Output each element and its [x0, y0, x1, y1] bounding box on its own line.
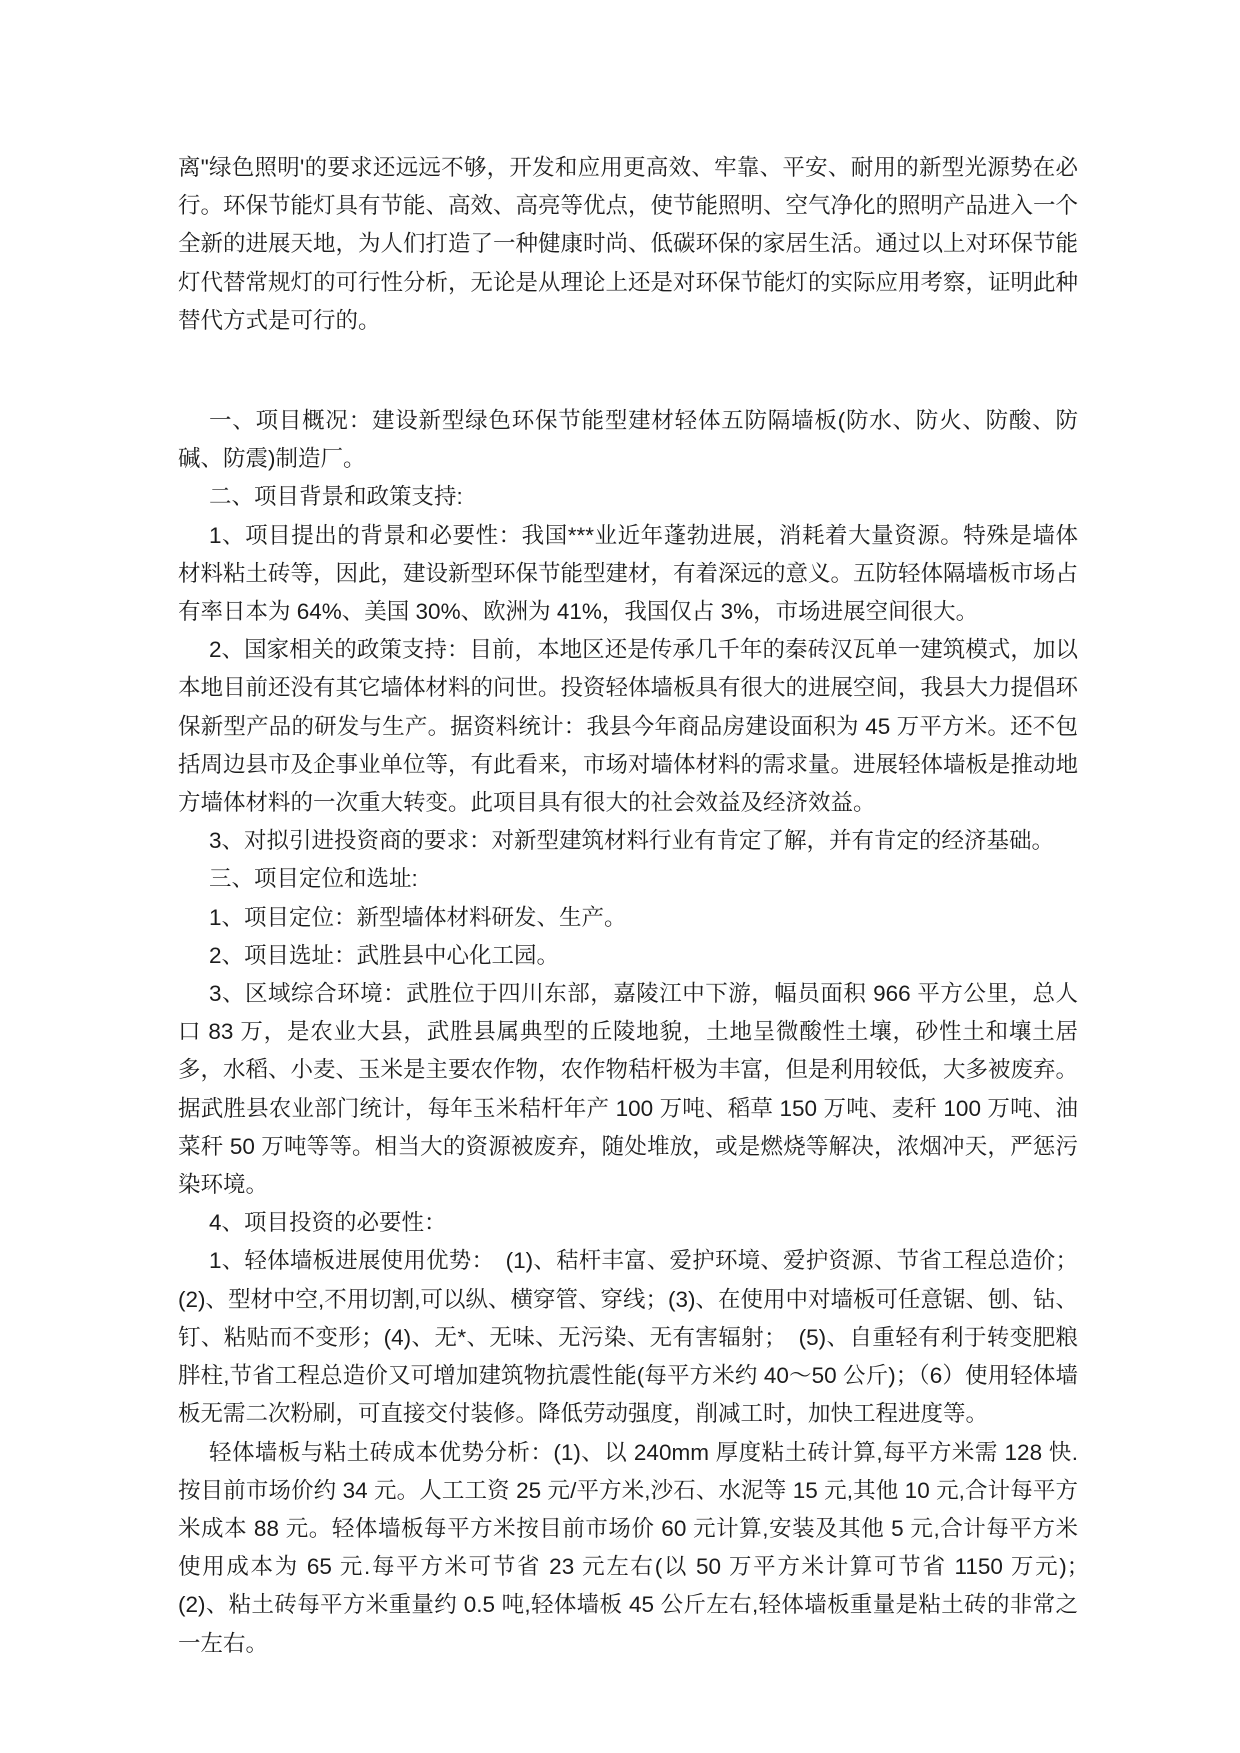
paragraph-break — [178, 340, 1078, 402]
section-2-item-1: 1、项目提出的背景和必要性：我国***业近年蓬勃进展，消耗着大量资源。特殊是墙体材料粘土砖等，因此，建设新型环保节能型建材，有着深远的意义。五防轻体隔墙板市场占有率日本为 64%、美国 30%、欧洲为 41%，我国仅占 3%，市场进展空间很大。 — [178, 522, 1079, 625]
section-3-item-3: 3、区域综合环境：武胜位于四川东部，嘉陵江中下游，幅员面积 966 平方公里，总人口 83 万，是农业大县，武胜县属典型的丘陵地貌，土地呈微酸性土壤，砂性土和壤土居多，水稻、小麦、玉米是主要农作物，农作物秸杆极为丰富，但是利用较低，大多被废弃。据武胜县农业部门统计，每年玉米秸杆年产 100 万吨、稻草 150 万吨、麦秆 100 万吨、油菜秆 50 万吨等等。相当大的资源被废弃，随处堆放，或是燃烧等解决，浓烟冲天，严惩污染环境。 — [178, 981, 1079, 1198]
section-3-item-1: 1、项目定位：新型墙体材料研发、生产。 — [209, 904, 627, 930]
advantages-paragraph: 1、轻体墙板进展使用优势： (1)、秸杆丰富、爱护环境、爱护资源、节省工程总造价；(2)、型材中空,不用切割,可以纵、横穿管、穿线；(3)、在使用中对墙板可任意锯、刨、钻、钉、粘贴而不变形；(4)、无*、无味、无污染、无有害辐射； (5)、自重轻有利于转变肥粮胖柱,节省工程总造价又可增加建筑物抗震性能(每平方米约 40～50 公斤)；（6）使用轻体墙板无需二次粉刷，可直接交付装修。降低劳动强度，削减工时，加快工程进度等。 — [178, 1248, 1079, 1427]
section-3-heading: 三、项目定位和选址: — [209, 866, 418, 892]
intro-paragraph: 离"绿色照明'的要求还远远不够，开发和应用更高效、牢靠、平安、耐用的新型光源势在必行。环保节能灯具有节能、高效、高亮等优点，使节能照明、空气净化的照明产品进入一个全新的进展天地，为人们打造了一种健康时尚、低碳环保的家居生活。通过以上对环保节能灯代替常规灯的可行性分析，无论是从理论上还是对环保节能灯的实际应用考察，证明此种替代方式是可行的。 — [178, 155, 1079, 333]
section-2-item-3: 3、对拟引进投资商的要求：对新型建筑材料行业有肯定了解，并有肯定的经济基础。 — [209, 828, 1055, 854]
cost-analysis-paragraph: 轻体墙板与粘土砖成本优势分析：(1)、以 240mm 厚度粘土砖计算,每平方米需 128 快.按目前市场价约 34 元。人工工资 25 元/平方米,沙石、水泥等 15 元,其他 10 元,合计每平方米成本 88 元。轻体墙板每平方米按目前市场价 60 元计算,安装及其他 5 元,合计每平方米使用成本为 65 元.每平方米可节省 23 元左右(以 50 万平方米计算可节省 1150 万元)； (2)、粘土砖每平方米重量约 0.5 吨,轻体墙板 45 公斤左右,轻体墙板重量是粘土砖的非常之一左右。 — [178, 1439, 1101, 1656]
section-3-item-4-heading: 4、项目投资的必要性： — [209, 1210, 447, 1236]
section-2-item-2: 2、国家相关的政策支持：目前，本地区还是传承几千年的秦砖汉瓦单一建筑模式，加以本地目前还没有其它墙体材料的问世。投资轻体墙板具有很大的进展空间，我县大力提倡环保新型产品的研发与生产。据资料统计：我县今年商品房建设面积为 45 万平方米。还不包括周边县市及企事业单位等，有此看来，市场对墙体材料的需求量。进展轻体墙板是推动地方墙体材料的一次重大转变。此项目具有很大的社会效益及经济效益。 — [178, 637, 1079, 816]
section-2-heading: 二、项目背景和政策支持: — [209, 484, 463, 510]
section-1-overview: 一、项目概况：建设新型绿色环保节能型建材轻体五防隔墙板(防水、防火、防酸、防碱、防震)制造厂。 — [178, 408, 1078, 472]
section-3-item-2: 2、项目选址：武胜县中心化工园。 — [209, 942, 560, 968]
